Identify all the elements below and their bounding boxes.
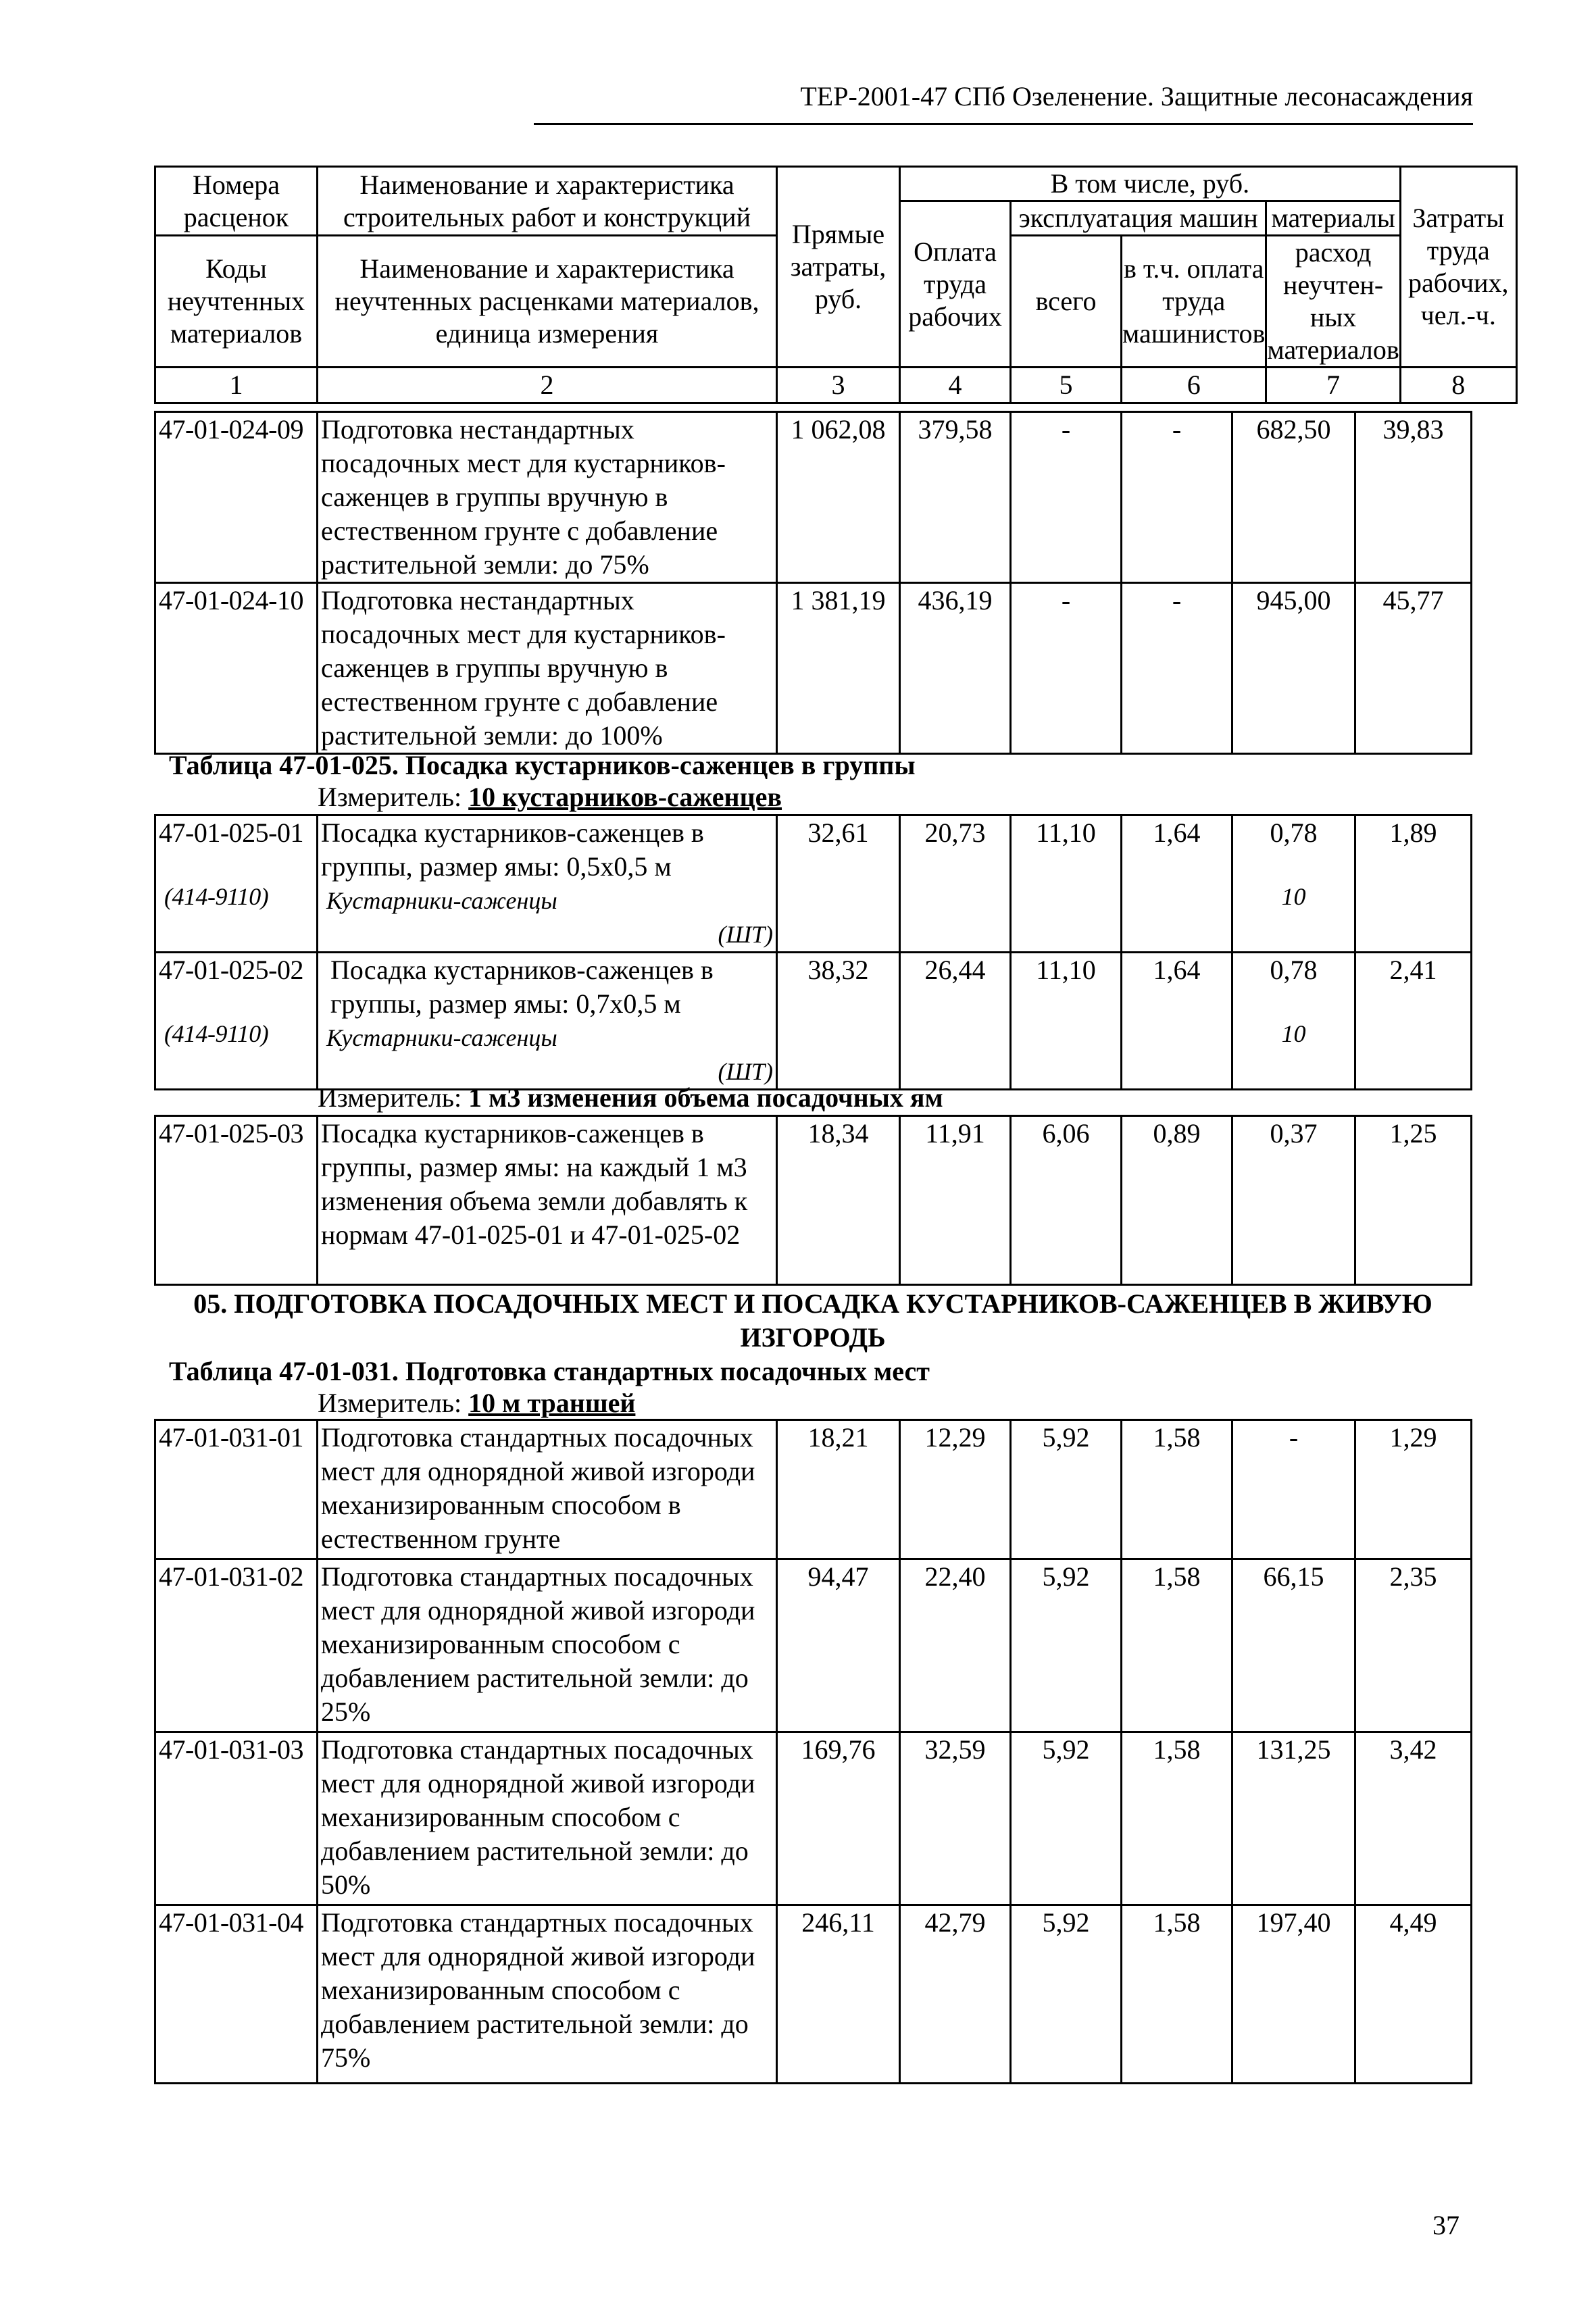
direct-costs: 18,21 [777, 1420, 900, 1559]
rate-name: Подготовка стандартных посадочных мест для однорядной живой изгороди механизированным способом с добавлением растительной земли: до 75% [318, 1905, 777, 2084]
rate-code: 47-01-031-03 [155, 1732, 318, 1905]
section-title: 05. ПОДГОТОВКА ПОСАДОЧНЫХ МЕСТ И ПОСАДКА КУСТАРНИКОВ-САЖЕНЦЕВ В ЖИВУЮ ИЗГОРОДЬ [193, 1288, 1432, 1353]
col-rate-numbers: Номера расценок [155, 167, 318, 236]
operator-pay: 1,64 [1122, 815, 1232, 953]
direct-costs: 1 062,08 [777, 412, 900, 583]
col-operator-pay: в т.ч. оплата труда машинистов [1122, 236, 1266, 368]
col-work-name: Наименование и характеристика строительных работ и конструкций [318, 167, 777, 236]
materials-value: - [1232, 1420, 1355, 1559]
table-title: Таблица 47-01-025. Посадка кустарников-саженцев в группы [169, 750, 916, 780]
machines-total: - [1011, 583, 1122, 754]
col-including: В том числе, руб. [900, 167, 1401, 201]
worker-pay: 26,44 [900, 953, 1011, 1090]
labor-hours: 3,42 [1355, 1732, 1472, 1905]
direct-costs: 38,32 [777, 953, 900, 1090]
rate-name: Подготовка стандартных посадочных мест для однорядной живой изгороди механизированным способом в естественном грунте [318, 1420, 777, 1559]
table-row [155, 412, 1472, 583]
material-quantity: 10 [1281, 883, 1306, 910]
table-025-b [154, 1115, 1472, 1286]
materials-value: 682,50 [1232, 412, 1355, 583]
col-machines-total: всего [1011, 236, 1122, 368]
rate-code: 47-01-025-03 [155, 1116, 318, 1285]
material-code: (414-9110) [164, 1020, 269, 1047]
col-worker-pay: Оплата труда рабочих [900, 201, 1011, 368]
meter-prefix: Измеритель: [318, 1388, 469, 1418]
materials-value: 945,00 [1232, 583, 1355, 754]
page-number: 37 [1432, 2210, 1460, 2240]
rate-code: 47-01-025-01 [159, 818, 303, 848]
col-number: 1 [155, 368, 318, 403]
col-material-codes: Коды неучтенных материалов [155, 236, 318, 368]
meter-label [318, 780, 782, 814]
materials-value: 66,15 [1232, 1559, 1355, 1732]
meter-label [318, 1386, 635, 1420]
col-number: 8 [1400, 368, 1516, 403]
material-name: Кустарники-саженцы [326, 1024, 557, 1051]
col-material-consumption: расход неучтен-ных материалов [1266, 236, 1400, 368]
table-row [155, 583, 1472, 754]
operator-pay: - [1122, 412, 1232, 583]
col-labor-hours: Затраты труда рабочих, чел.-ч. [1400, 167, 1516, 368]
col-materials: материалы [1266, 201, 1400, 236]
rate-name: Посадка кустарников-саженцев в группы, размер ямы: 0,7х0,5 м [330, 955, 714, 1019]
rate-name: Посадка кустарников-саженцев в группы, размер ямы: на каждый 1 м3 изменения объема земли добавлять к нормам 47-01-025-01 и 47-01-025-02 [318, 1116, 777, 1285]
labor-hours: 39,83 [1355, 412, 1472, 583]
rate-name: Подготовка нестандартных посадочных мест для кустарников-саженцев в группы вручную в естественном грунте с добавление растительной земли: до 75% [318, 412, 777, 583]
labor-hours: 1,25 [1355, 1116, 1472, 1285]
worker-pay: 32,59 [900, 1732, 1011, 1905]
worker-pay: 42,79 [900, 1905, 1011, 2084]
worker-pay: 436,19 [900, 583, 1011, 754]
meter-prefix: Измеритель: [318, 1082, 469, 1113]
materials-value: 197,40 [1232, 1905, 1355, 2084]
rate-code: 47-01-031-04 [155, 1905, 318, 2084]
table-row [155, 1420, 1472, 1559]
rate-name-cell [318, 815, 777, 953]
rate-name: Подготовка стандартных посадочных мест для однорядной живой изгороди механизированным способом с добавлением растительной земли: до 50% [318, 1732, 777, 1905]
meter-prefix: Измеритель: [318, 782, 469, 812]
col-number: 2 [318, 368, 777, 403]
col-direct-costs: Прямые затраты, руб. [777, 167, 900, 368]
operator-pay: 0,89 [1122, 1116, 1232, 1285]
direct-costs: 1 381,19 [777, 583, 900, 754]
machines-total: 5,92 [1011, 1732, 1122, 1905]
rate-code-cell [155, 815, 318, 953]
table-025-a [154, 814, 1472, 1090]
operator-pay: 1,64 [1122, 953, 1232, 1090]
table-row [155, 1116, 1472, 1285]
rate-code-cell [155, 953, 318, 1090]
rate-code: 47-01-024-10 [155, 583, 318, 754]
rate-code: 47-01-024-09 [155, 412, 318, 583]
machines-total: 5,92 [1011, 1420, 1122, 1559]
rate-name: Посадка кустарников-саженцев в группы, размер ямы: 0,5х0,5 м [321, 818, 704, 882]
col-number: 5 [1011, 368, 1122, 403]
meter-value: 1 м3 изменения объема посадочных ям [468, 1082, 943, 1113]
machines-total: 11,10 [1011, 815, 1122, 953]
operator-pay: 1,58 [1122, 1732, 1232, 1905]
column-header-table [154, 166, 1518, 404]
machines-total: 5,92 [1011, 1559, 1122, 1732]
direct-costs: 246,11 [777, 1905, 900, 2084]
running-title: ТЕР-2001-47 СПб Озеленение. Защитные лесонасаждения [800, 81, 1473, 111]
labor-hours: 2,35 [1355, 1559, 1472, 1732]
header-rule [534, 123, 1473, 125]
labor-hours: 45,77 [1355, 583, 1472, 754]
materials-cell [1232, 953, 1355, 1090]
direct-costs: 94,47 [777, 1559, 900, 1732]
rate-name: Подготовка стандартных посадочных мест для однорядной живой изгороди механизированным способом с добавлением растительной земли: до 25% [318, 1559, 777, 1732]
table-row [155, 1559, 1472, 1732]
table-row [155, 1905, 1472, 2084]
table-024 [154, 411, 1472, 755]
rate-name-cell [318, 953, 777, 1090]
meter-label [318, 1081, 943, 1115]
direct-costs: 32,61 [777, 815, 900, 953]
col-material-name: Наименование и характеристика неучтенных расценками материалов, единица измерения [318, 236, 777, 368]
col-machines: эксплуатация машин [1011, 201, 1266, 236]
worker-pay: 379,58 [900, 412, 1011, 583]
col-number: 4 [900, 368, 1011, 403]
col-number: 7 [1266, 368, 1400, 403]
machines-total: 6,06 [1011, 1116, 1122, 1285]
materials-value: 0,78 [1270, 955, 1318, 985]
worker-pay: 20,73 [900, 815, 1011, 953]
materials-value: 0,37 [1232, 1116, 1355, 1285]
labor-hours: 1,29 [1355, 1420, 1472, 1559]
operator-pay: 1,58 [1122, 1905, 1232, 2084]
materials-value: 0,78 [1270, 818, 1318, 848]
worker-pay: 11,91 [900, 1116, 1011, 1285]
col-number: 3 [777, 368, 900, 403]
rate-code: 47-01-025-02 [159, 955, 303, 985]
worker-pay: 22,40 [900, 1559, 1011, 1732]
material-quantity: 10 [1281, 1020, 1306, 1047]
col-number: 6 [1122, 368, 1266, 403]
rate-code: 47-01-031-01 [155, 1420, 318, 1559]
materials-value: 131,25 [1232, 1732, 1355, 1905]
operator-pay: 1,58 [1122, 1420, 1232, 1559]
operator-pay: 1,58 [1122, 1559, 1232, 1732]
rate-name: Подготовка нестандартных посадочных мест для кустарников-саженцев в группы вручную в естественном грунте с добавление растительной земли: до 100% [318, 583, 777, 754]
table-031 [154, 1419, 1472, 2084]
material-unit: (ШТ) [718, 1058, 773, 1085]
worker-pay: 12,29 [900, 1420, 1011, 1559]
machines-total: 11,10 [1011, 953, 1122, 1090]
labor-hours: 2,41 [1355, 953, 1472, 1090]
labor-hours: 1,89 [1355, 815, 1472, 953]
labor-hours: 4,49 [1355, 1905, 1472, 2084]
table-row [155, 815, 1472, 953]
table-title: Таблица 47-01-031. Подготовка стандартных посадочных мест [169, 1356, 930, 1386]
material-code: (414-9110) [164, 883, 269, 910]
meter-value: 10 м траншей [468, 1388, 636, 1418]
material-name: Кустарники-саженцы [326, 887, 557, 914]
material-unit: (ШТ) [718, 921, 773, 948]
rate-code: 47-01-031-02 [155, 1559, 318, 1732]
materials-cell [1232, 815, 1355, 953]
machines-total: - [1011, 412, 1122, 583]
table-row [155, 953, 1472, 1090]
operator-pay: - [1122, 583, 1232, 754]
machines-total: 5,92 [1011, 1905, 1122, 2084]
direct-costs: 169,76 [777, 1732, 900, 1905]
table-row [155, 1732, 1472, 1905]
meter-value: 10 кустарников-саженцев [468, 782, 782, 812]
direct-costs: 18,34 [777, 1116, 900, 1285]
